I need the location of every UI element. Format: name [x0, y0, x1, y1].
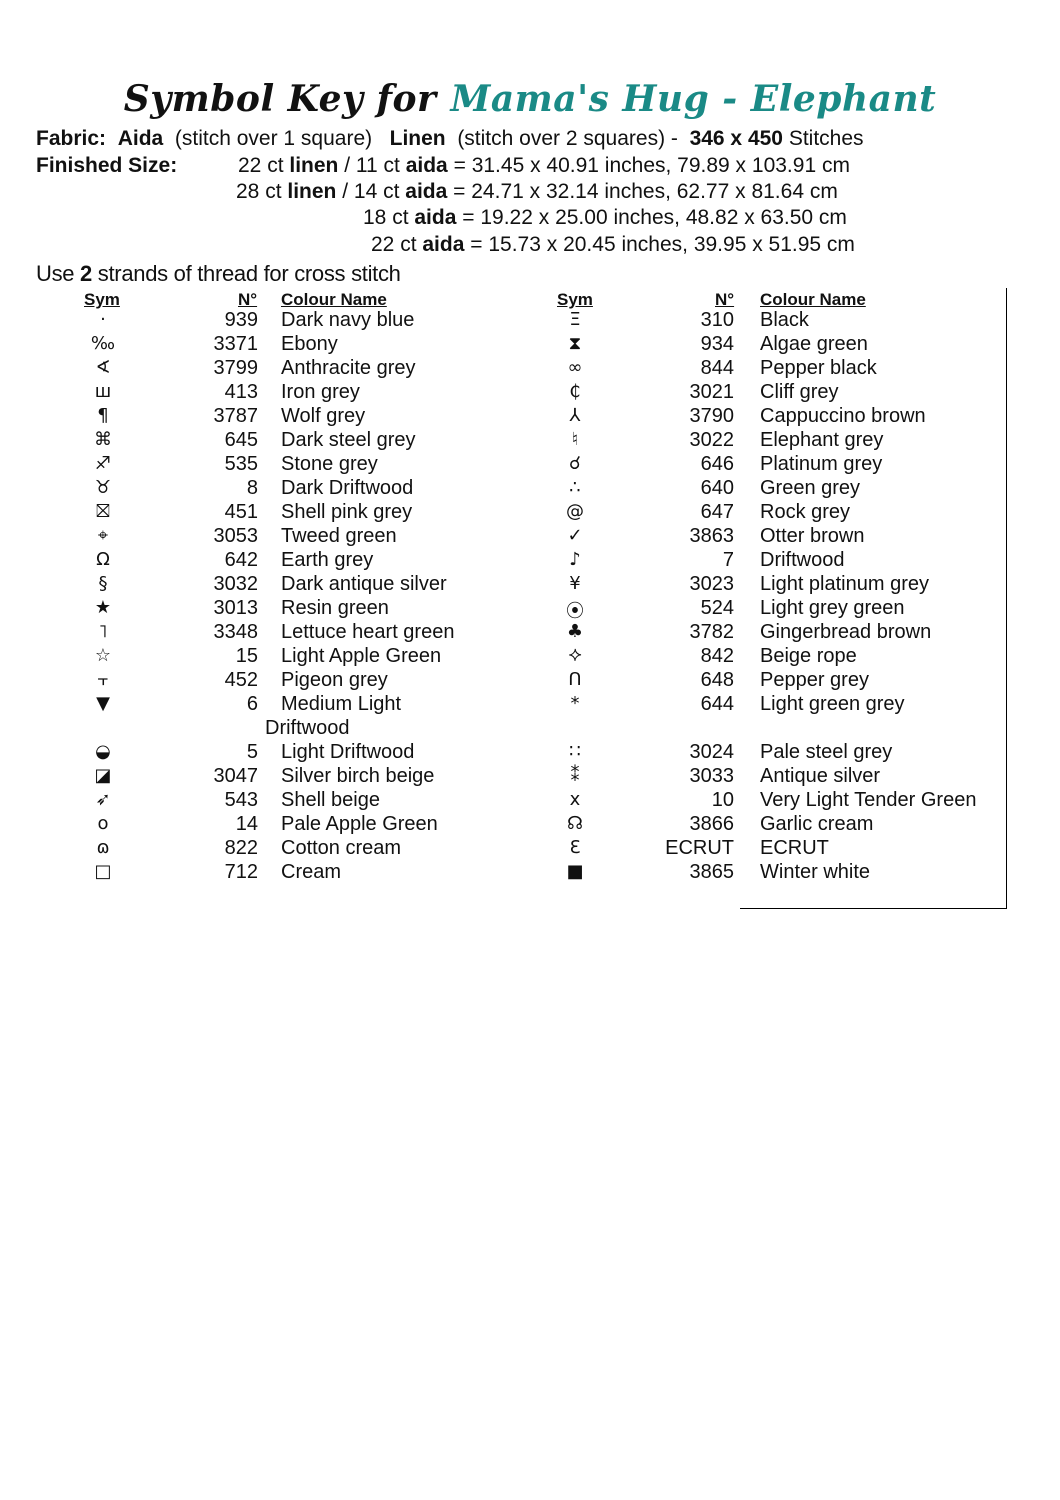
- colour-name: Platinum grey: [760, 453, 883, 475]
- size-fabric: aida: [405, 180, 448, 203]
- colour-name: Medium Light: [281, 693, 402, 715]
- symbol: ⯎: [568, 645, 582, 666]
- colour-name: Dark antique silver: [281, 573, 447, 595]
- symbol: ♐: [94, 453, 112, 474]
- symbol: ★: [94, 597, 112, 618]
- dmc-number: 3022: [689, 429, 734, 451]
- symbol: ₵: [569, 381, 581, 402]
- size-count: 28 ct: [236, 180, 282, 203]
- symbol: @: [566, 501, 584, 522]
- dmc-number: 934: [700, 333, 734, 355]
- strands-count: 2: [80, 261, 92, 286]
- size-dims: = 19.22 x 25.00 inches, 48.82 x 63.50 cm: [462, 206, 847, 229]
- dmc-number: 310: [700, 309, 734, 331]
- dmc-number: 642: [224, 549, 258, 571]
- colour-name: Dark Driftwood: [281, 477, 414, 499]
- symbol: ✓: [567, 525, 583, 546]
- fabric-label: Fabric:: [36, 127, 107, 150]
- colour-name: Antique silver: [760, 765, 881, 787]
- colour-name: Iron grey: [281, 381, 360, 403]
- colour-name: Light Apple Green: [281, 645, 442, 667]
- colour-name: Garlic cream: [760, 813, 874, 835]
- symbol: ·: [100, 309, 106, 330]
- dmc-number: 640: [700, 477, 734, 499]
- colour-name: Very Light Tender Green: [760, 789, 977, 811]
- dmc-number: 524: [700, 597, 734, 619]
- colour-name: Light green grey: [760, 693, 905, 715]
- symbol: ☆: [94, 645, 112, 666]
- dmc-number: 3787: [213, 405, 258, 427]
- colour-name: Algae green: [760, 333, 868, 355]
- colour-name: Cotton cream: [281, 837, 402, 859]
- size-line-3: [363, 206, 847, 230]
- fabric-linen-note: (stitch over 2 squares) -: [457, 127, 678, 150]
- symbol: ⌖: [97, 525, 109, 546]
- dmc-number: 842: [700, 645, 734, 667]
- dmc-number: 3348: [213, 621, 258, 643]
- size-dims: = 31.45 x 40.91 inches, 79.89 x 103.91 cm: [453, 154, 850, 177]
- symbol: ¥: [569, 573, 581, 594]
- dmc-number: 3053: [213, 525, 258, 547]
- size-count: 18 ct: [363, 206, 409, 229]
- dmc-number: 3013: [213, 597, 258, 619]
- dmc-number: 939: [224, 309, 258, 331]
- title-prefix: Symbol Key for: [123, 78, 437, 120]
- size-count: 22 ct: [371, 233, 417, 256]
- symbol: ♮: [571, 429, 579, 450]
- header-name-right: Colour Name: [760, 290, 866, 309]
- dmc-number: 3866: [689, 813, 734, 835]
- dmc-number: 3799: [213, 357, 258, 379]
- colour-name: Dark steel grey: [281, 429, 416, 451]
- dmc-number: 3371: [213, 333, 258, 355]
- size-dims: = 24.71 x 32.14 inches, 62.77 x 81.64 cm: [453, 180, 838, 203]
- size-dims: = 15.73 x 20.45 inches, 39.95 x 51.95 cm: [470, 233, 855, 256]
- symbol: ᑎ: [568, 669, 582, 690]
- colour-name: Driftwood: [760, 549, 845, 571]
- colour-name-continued: Driftwood: [265, 717, 350, 739]
- colour-name: Cappuccino brown: [760, 405, 926, 427]
- fabric-line: [36, 127, 864, 151]
- page-title: [0, 78, 1060, 120]
- symbol: ⁑: [570, 765, 580, 786]
- size-fabric: linen: [289, 154, 339, 177]
- colour-name: Pale steel grey: [760, 741, 893, 763]
- size-line-4: [371, 233, 855, 257]
- colour-name: Rock grey: [760, 501, 851, 523]
- dmc-number: 3790: [689, 405, 734, 427]
- symbol: ➶: [95, 789, 111, 810]
- dmc-number: 15: [235, 645, 258, 667]
- strands-suffix: strands of thread for cross stitch: [97, 261, 401, 286]
- colour-name: Tweed green: [281, 525, 397, 547]
- dmc-number: 7: [722, 549, 734, 571]
- dmc-number: 451: [224, 501, 258, 523]
- colour-name: Pepper grey: [760, 669, 869, 691]
- colour-name: Light Driftwood: [281, 741, 415, 763]
- symbol: ‰: [90, 333, 116, 354]
- symbol: ■: [566, 861, 584, 882]
- dmc-number: 6: [246, 693, 258, 715]
- symbol: ♪: [569, 549, 581, 570]
- symbol: ▼: [96, 693, 110, 714]
- symbol: ♣: [566, 621, 584, 642]
- fabric-linen: Linen: [389, 127, 446, 150]
- colour-name: Light grey green: [760, 597, 905, 619]
- symbol: ∷: [569, 741, 581, 762]
- dmc-number: 3021: [689, 381, 734, 403]
- symbol: ⫟: [97, 669, 109, 690]
- symbol: ♉: [94, 477, 112, 498]
- symbol: *: [570, 693, 580, 714]
- dmc-number: 3865: [689, 861, 734, 883]
- symbol: ⦿: [566, 601, 584, 622]
- size-count: 22 ct: [238, 154, 284, 177]
- colour-name: Ebony: [281, 333, 338, 355]
- symbol: ш: [94, 381, 112, 402]
- symbol: ˥: [98, 621, 108, 642]
- table-border-bottom: [740, 908, 1007, 909]
- colour-name: Lettuce heart green: [281, 621, 455, 643]
- symbol: x: [569, 789, 581, 810]
- colour-name: Cliff grey: [760, 381, 839, 403]
- colour-name: Pale Apple Green: [281, 813, 438, 835]
- size-sep: / 11 ct: [344, 154, 400, 177]
- dmc-number: 3782: [689, 621, 734, 643]
- size-line-2: [236, 180, 838, 204]
- size-fabric: linen: [287, 180, 337, 203]
- dmc-number: 535: [224, 453, 258, 475]
- dmc-number: ECRUT: [665, 837, 734, 859]
- size-line-1: [238, 154, 850, 178]
- dmc-number: 646: [700, 453, 734, 475]
- colour-name: Elephant grey: [760, 429, 884, 451]
- colour-name: Silver birch beige: [281, 765, 435, 787]
- pattern-name: Mama's Hug - Elephant: [450, 78, 937, 120]
- colour-name: Otter brown: [760, 525, 865, 547]
- header-num-left: N°: [238, 290, 258, 309]
- symbol: Ɛ: [569, 837, 581, 858]
- symbol: ☊: [567, 813, 583, 834]
- dmc-number: 10: [711, 789, 734, 811]
- dmc-number: 413: [224, 381, 258, 403]
- symbol: ¶: [97, 405, 109, 426]
- stitch-word: Stitches: [788, 127, 864, 150]
- symbol: ⧗: [568, 333, 582, 354]
- dmc-number: 452: [224, 669, 258, 691]
- dmc-number: 648: [700, 669, 734, 691]
- colour-name: Shell pink grey: [281, 501, 413, 523]
- header-sym-right: Sym: [557, 290, 593, 309]
- strands-note: [36, 261, 401, 287]
- dmc-number: 3863: [689, 525, 734, 547]
- colour-name: Green grey: [760, 477, 861, 499]
- colour-name: Shell beige: [281, 789, 380, 811]
- colour-name: Black: [760, 309, 809, 331]
- colour-name: Pepper black: [760, 357, 877, 379]
- dmc-number: 647: [700, 501, 734, 523]
- dmc-number: 645: [224, 429, 258, 451]
- colour-name: Earth grey: [281, 549, 374, 571]
- dmc-number: 3047: [213, 765, 258, 787]
- symbol: ∞: [567, 357, 583, 378]
- size-fabric: aida: [422, 233, 465, 256]
- dmc-number: 712: [224, 861, 258, 883]
- symbol: ∢: [95, 357, 111, 378]
- symbol: ⅄: [569, 405, 581, 426]
- stitch-count: 346 x 450: [689, 127, 783, 150]
- colour-name: Winter white: [760, 861, 871, 883]
- colour-name: Gingerbread brown: [760, 621, 932, 643]
- symbol: Ξ: [569, 309, 581, 330]
- dmc-number: 543: [224, 789, 258, 811]
- dmc-number: 822: [224, 837, 258, 859]
- size-sep: / 14 ct: [342, 180, 400, 203]
- dmc-number: 644: [700, 693, 734, 715]
- colour-name: Dark navy blue: [281, 309, 415, 331]
- colour-name: Beige rope: [760, 645, 857, 667]
- symbol: ◒: [95, 741, 111, 762]
- colour-name: Light platinum grey: [760, 573, 929, 595]
- table-border-right: [1006, 288, 1007, 908]
- symbol: ◪: [94, 765, 112, 786]
- symbol: □: [94, 861, 112, 882]
- symbol: Ω: [96, 549, 110, 570]
- strands-prefix: Use: [36, 261, 75, 286]
- symbol: ɷ: [96, 837, 110, 858]
- header-sym-left: Sym: [84, 290, 120, 309]
- finished-size-label: Finished Size:: [36, 154, 178, 177]
- symbol: §: [98, 573, 108, 594]
- dmc-number: 844: [700, 357, 734, 379]
- colour-name: Resin green: [281, 597, 389, 619]
- dmc-number: 3024: [689, 741, 734, 763]
- dmc-number: 14: [235, 813, 258, 835]
- symbol: o: [97, 813, 109, 834]
- size-fabric: aida: [405, 154, 448, 177]
- colour-name: Cream: [281, 861, 342, 883]
- dmc-number: 3032: [213, 573, 258, 595]
- size-fabric: aida: [414, 206, 457, 229]
- symbol: ☌: [568, 453, 582, 474]
- symbol: ⛝: [96, 501, 110, 522]
- dmc-number: 3033: [689, 765, 734, 787]
- colour-name: Stone grey: [281, 453, 378, 475]
- colour-name: ECRUT: [760, 837, 829, 859]
- dmc-number: 5: [246, 741, 258, 763]
- colour-name: Wolf grey: [281, 405, 366, 427]
- fabric-aida-note: (stitch over 1 square): [174, 127, 373, 150]
- fabric-aida: Aida: [117, 127, 164, 150]
- dmc-number: 8: [246, 477, 258, 499]
- dmc-number: 3023: [689, 573, 734, 595]
- symbol: ∴: [569, 477, 581, 498]
- colour-name: Pigeon grey: [281, 669, 388, 691]
- header-name-left: Colour Name: [281, 290, 387, 309]
- header-num-right: N°: [715, 290, 735, 309]
- colour-name: Anthracite grey: [281, 357, 416, 379]
- symbol: ⌘: [94, 429, 112, 450]
